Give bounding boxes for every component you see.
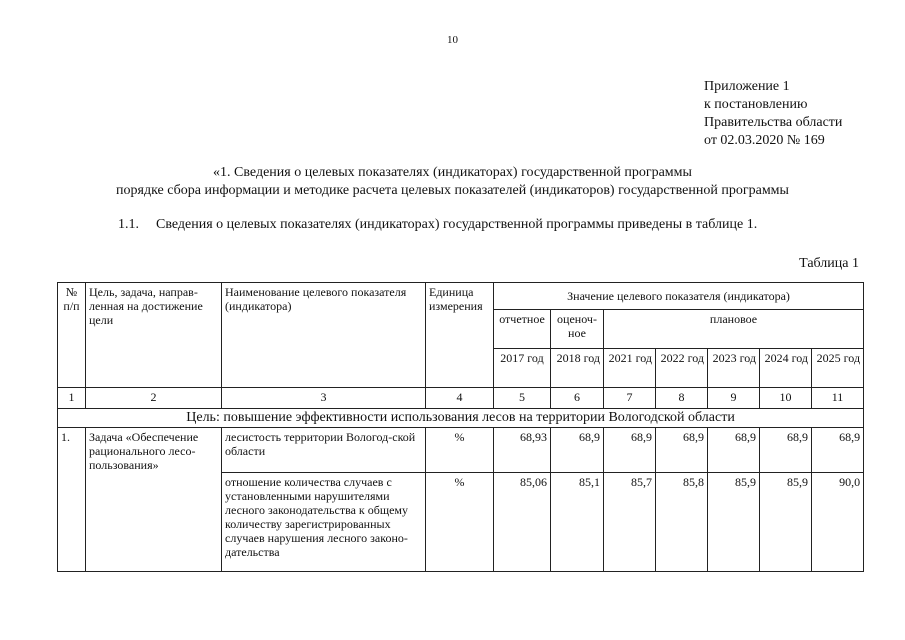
goal-text: Цель: повышение эффективности использования лесов на территории Вологодской области — [58, 409, 864, 428]
value-cell: 68,9 — [708, 428, 760, 473]
indicators-table — [57, 282, 864, 572]
title-line-2: порядке сбора информации и методике расчета целевых показателей (индикаторов) государственной программы — [116, 183, 789, 198]
header-year: 2023 год — [708, 349, 760, 388]
value-cell: 85,7 — [604, 473, 656, 572]
column-index-row — [58, 388, 864, 409]
appendix-line: Правительства области — [704, 115, 843, 130]
value-cell: 85,1 — [551, 473, 604, 572]
value-cell: 68,9 — [604, 428, 656, 473]
column-index: 3 — [222, 388, 426, 409]
value-cell: 85,06 — [494, 473, 551, 572]
header-year: 2022 год — [656, 349, 708, 388]
column-index: 6 — [551, 388, 604, 409]
indicator-cell: отношение количества случаев с установленными нарушителями лесного законодательства к общему количеству зарегистрированных случаев нарушения лесного законо-дательства — [222, 473, 426, 572]
value-cell: 85,8 — [656, 473, 708, 572]
page-number: 10 — [447, 34, 458, 46]
header-value-group: Значение целевого показателя (индикатора) — [494, 283, 864, 310]
header-estimated: оценоч-ное — [551, 310, 604, 349]
value-cell: 85,9 — [708, 473, 760, 572]
table-row — [58, 428, 864, 473]
column-index: 2 — [86, 388, 222, 409]
header-year: 2021 год — [604, 349, 656, 388]
header-planned: плановое — [604, 310, 864, 349]
indicator-cell: лесистость территории Вологод-ской области — [222, 428, 426, 473]
document-title — [0, 164, 905, 200]
goal-row — [58, 409, 864, 428]
appendix-line: Приложение 1 — [704, 79, 790, 94]
header-goal: Цель, задача, направ-ленная на достижение цели — [86, 283, 222, 388]
section-number: 1.1. — [118, 217, 139, 232]
column-index: 9 — [708, 388, 760, 409]
column-index: 5 — [494, 388, 551, 409]
value-cell: 68,9 — [760, 428, 812, 473]
header-num: № п/п — [58, 283, 86, 388]
column-index: 10 — [760, 388, 812, 409]
header-indicator: Наименование целевого показателя (индикатора) — [222, 283, 426, 388]
value-cell: 68,9 — [656, 428, 708, 473]
row-number: 1. — [58, 428, 86, 572]
appendix-line: к постановлению — [704, 97, 808, 112]
value-cell: 68,93 — [494, 428, 551, 473]
task-cell: Задача «Обеспечение рационального лесо-пользования» — [86, 428, 222, 572]
value-cell: 68,9 — [812, 428, 864, 473]
section-heading — [118, 217, 757, 233]
value-cell: 90,0 — [812, 473, 864, 572]
value-cell: 85,9 — [760, 473, 812, 572]
section-text: Сведения о целевых показателях (индикаторах) государственной программы приведены в таблице 1. — [156, 217, 758, 232]
appendix-block — [704, 78, 842, 150]
column-index: 7 — [604, 388, 656, 409]
table-caption: Таблица 1 — [799, 256, 859, 271]
title-line-1: «1. Сведения о целевых показателях (индикаторах) государственной программы — [213, 165, 692, 180]
header-row-1 — [58, 283, 864, 310]
column-index: 8 — [656, 388, 708, 409]
header-reported: отчетное — [494, 310, 551, 349]
value-cell: 68,9 — [551, 428, 604, 473]
header-year: 2025 год — [812, 349, 864, 388]
header-year: 2024 год — [760, 349, 812, 388]
header-year: 2018 год — [551, 349, 604, 388]
header-year: 2017 год — [494, 349, 551, 388]
appendix-line: от 02.03.2020 № 169 — [704, 133, 825, 148]
unit-cell: % — [426, 473, 494, 572]
column-index: 1 — [58, 388, 86, 409]
unit-cell: % — [426, 428, 494, 473]
column-index: 11 — [812, 388, 864, 409]
header-unit: Единица измерения — [426, 283, 494, 388]
column-index: 4 — [426, 388, 494, 409]
